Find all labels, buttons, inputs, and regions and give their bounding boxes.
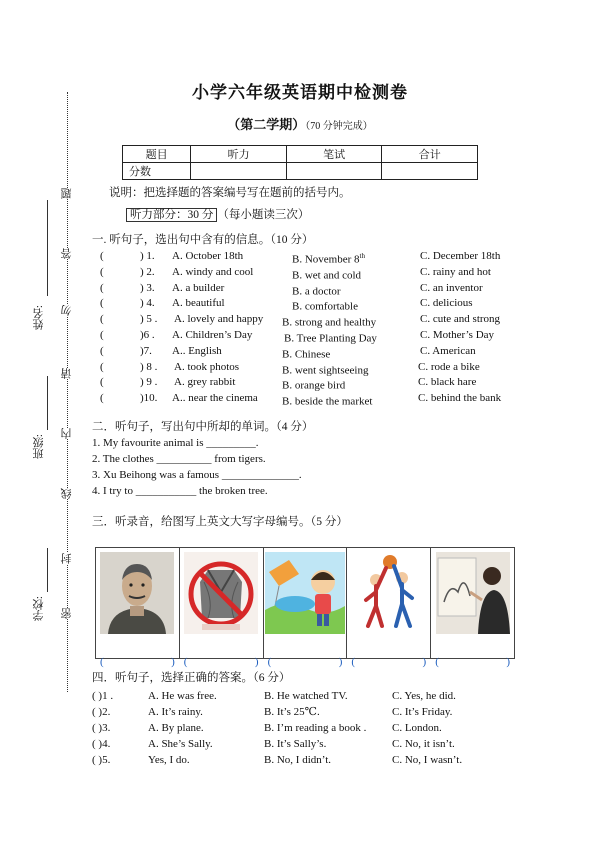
option-a: A. grey rabbit [174,376,236,389]
page-title: 小学六年级英语期中检测卷 [192,83,408,103]
answer-paren-open[interactable]: ( [100,265,104,278]
question-number[interactable]: ( )2. [92,706,111,718]
option-b-text: B. November 8 [292,253,360,266]
option-b-sup: th [359,252,365,260]
answer-paren-4-close: ) [422,656,427,668]
section1-title: 一. 听句子，选出句中含有的信息。（10 分） [92,234,314,246]
seal-char-nei: 内 [61,428,73,439]
score-header-item: 题目 [123,146,191,163]
question-row [96,296,536,314]
question-row [92,737,532,752]
answer-paren-open[interactable]: ( [100,313,104,326]
seal-char-feng: 封 [61,553,73,564]
answer-paren-1-open: ( [100,656,104,668]
painter-picture [436,552,510,634]
question-number: ) 5 . [140,313,158,326]
answer-paren-5-close: ) [506,656,510,668]
answer-paren-open[interactable]: ( [100,297,104,310]
name-blank [47,200,48,296]
option-a: A. Children’s Day [172,329,253,341]
question-number: ) 3. [140,281,155,294]
option-b-text: B. strong and healthy [282,316,377,329]
listening-box: 听力部分：30 分 [126,208,217,222]
option-a: Yes, I do. [148,754,190,766]
option-c: C. London. [392,722,442,734]
score-table-header-row [123,146,478,163]
option-a: A. took photos [174,360,240,373]
answer-paren-open[interactable]: ( [100,360,104,373]
score-cell-written[interactable] [286,163,382,180]
option-a: A. beautiful [172,297,225,310]
question-row [96,281,536,296]
option-c: C. rode a bike [418,360,480,373]
question-number[interactable]: ( )1 . [92,690,114,702]
answer-paren-open[interactable]: ( [100,344,104,357]
answer-paren-3-open: ( [267,656,272,668]
option-c: C. Mother’s Day [420,329,495,341]
picture-cell-3 [264,548,348,668]
school-blank [47,548,48,592]
option-b-text: B. wet and cold [292,269,362,282]
answer-paren-open[interactable]: ( [100,376,104,389]
duration-note: （70 分钟完成） [305,121,373,132]
question-number: )7. [140,344,152,357]
answer-paren-open[interactable]: ( [100,281,104,294]
no-fur-coat-picture [184,552,258,634]
option-a: A.. near the cinema [172,392,258,405]
option-a: A. a builder [172,281,225,294]
score-header-written: 笔试 [286,146,382,163]
portrait-picture [100,552,174,634]
option-c: C. rainy and hot [420,265,491,278]
option-a: A. lovely and happy [174,313,264,326]
option-c: C. December 18th [420,250,501,262]
answer-paren-1-close: ) [171,656,175,668]
section3-title: 三．听录音，给图写上英文大写字母编号。（5 分） [92,516,348,528]
option-c: C. cute and strong [420,313,501,326]
picture-cell-1 [96,548,180,668]
score-row-label: 分数 [123,163,191,180]
option-b-text: B. Chinese [282,348,331,361]
option-c: C. an inventor [420,281,483,294]
question-row [96,249,536,264]
section2-title: 二．听句子，写出句中所却的单词。（4 分） [92,421,314,433]
option-b [282,391,372,410]
option-b-text: B. Tree Planting Day [284,332,377,345]
question-row [96,328,536,343]
option-b-text: B. a doctor [292,285,341,298]
boy-with-kite-picture [265,552,345,634]
seal-char-mi: 密 [61,608,73,619]
subtitle [0,114,600,133]
score-cell-total[interactable] [382,163,478,180]
seal-char-da: 答 [61,248,73,259]
picture-cell-5 [431,548,514,668]
option-b: B. It’s Sally’s. [264,738,327,750]
option-b-text: B. went sightseeing [282,364,369,377]
option-c: C. No, I wasn’t. [392,754,463,766]
question-row [96,344,536,359]
question-number: ) 2. [140,265,155,278]
option-b: B. It’s 25℃. [264,706,320,718]
question-row [92,705,532,720]
option-b-text: B. orange bird [282,380,346,393]
option-a: A. He was free. [148,690,217,702]
question-row [96,312,536,327]
section2-item-4: 4. I try to ___________ the broken tree. [92,485,268,497]
question-row [92,753,532,768]
question-number[interactable]: ( )4. [92,738,111,750]
section2-item-1: 1. My favourite animal is _________. [92,437,259,449]
option-c: C. No, it isn’t. [392,738,455,750]
seal-char-xian: 线 [61,488,73,499]
option-c: C. black hare [418,376,477,389]
question-number: ) 1. [140,250,155,262]
question-row [96,265,536,280]
answer-paren-4-open: ( [351,656,356,668]
score-header-total: 合计 [382,146,478,163]
score-header-listening: 听力 [191,146,287,163]
option-a: A. By plane. [148,722,204,734]
question-row [92,689,532,704]
name-label: 姓名: [33,305,45,331]
seal-line [67,92,68,692]
option-a: A. October 18th [172,250,244,262]
answer-paren-open[interactable]: ( [100,329,104,341]
option-a: A. It’s rainy. [148,706,203,718]
question-number[interactable]: ( )3. [92,722,111,734]
school-label: 学校: [33,596,45,622]
question-row [96,391,536,406]
answer-paren-5-open: ( [435,656,439,668]
seal-char-qing: 请 [61,368,73,379]
section2-item-3: 3. Xu Beihong was a famous ______________. [92,469,302,481]
answer-paren-open[interactable]: ( [100,250,104,262]
option-a: A. windy and cool [172,265,254,278]
class-blank [47,376,48,430]
listening-header [126,208,309,222]
score-table [122,145,478,180]
answer-paren-open[interactable]: ( [100,392,104,405]
basketball-picture [352,552,426,634]
option-c: C. American [420,344,476,357]
option-b: B. No, I didn’t. [264,754,332,766]
answer-paren-3-close: ) [338,656,343,668]
semester-label: （第二学期） [227,118,306,133]
question-number: )6 . [140,329,155,341]
score-table-row [123,163,478,180]
question-row [96,375,536,393]
question-row [96,360,536,375]
listening-note: （每小题读三次） [217,209,310,221]
question-number: )10. [140,392,158,405]
instruction-text: 说明：把选择题的答案编号写在题前的括号内。 [109,187,351,199]
question-number: ) 8 . [140,360,158,373]
question-number: ) 9 . [140,376,158,389]
picture-cell-2 [180,548,264,668]
class-label: 班级: [33,434,45,460]
option-b: B. I’m reading a book . [264,722,367,734]
section4-title: 四．听句子，选择正确的答案。（6 分） [92,672,291,684]
question-number[interactable]: ( )5. [92,754,111,766]
option-b: B. He watched TV. [264,690,348,702]
section2-item-2: 2. The clothes __________ from tigers. [92,453,266,465]
option-c: C. delicious [420,297,473,310]
answer-paren-2-close: ) [254,656,259,668]
question-number: ) 4. [140,297,155,310]
picture-strip [95,547,515,668]
option-c: C. It’s Friday. [392,706,453,718]
option-a: A. She’s Sally. [148,738,213,750]
question-row [92,721,532,736]
option-a: A.. English [172,344,222,357]
option-b-text: B. beside the market [282,395,373,408]
answer-paren-2-open: ( [183,656,188,668]
seal-char-ti: 题 [61,188,73,199]
picture-cell-4 [347,548,431,668]
score-cell-listening[interactable] [191,163,287,180]
option-c: C. behind the bank [418,392,502,405]
seal-char-wu: 勿 [61,305,73,316]
option-c: C. Yes, he did. [392,690,456,702]
option-b-text: B. comfortable [292,301,358,314]
